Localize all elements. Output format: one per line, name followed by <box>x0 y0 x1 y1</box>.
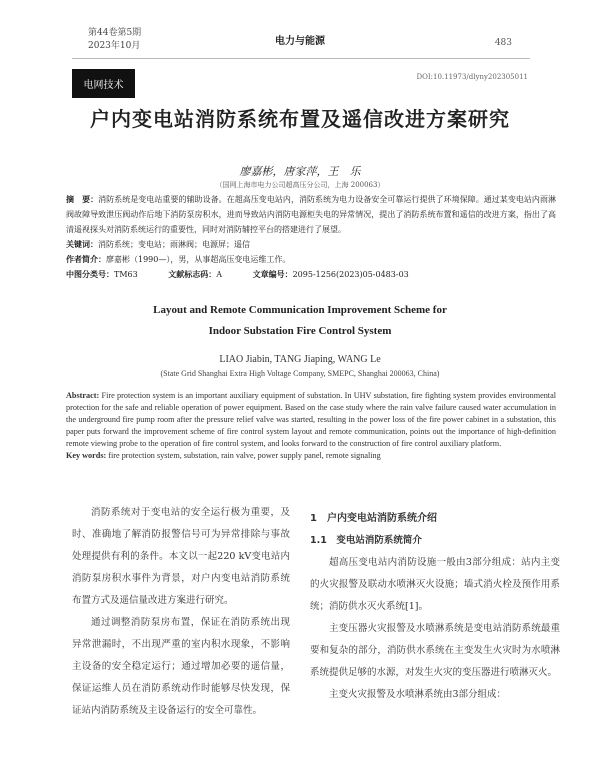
body-right-column <box>310 502 560 706</box>
doccode: A <box>216 270 223 279</box>
class-label: 中图分类号： <box>66 270 114 279</box>
bio-label: 作者简介： <box>66 255 106 264</box>
chinese-abstract <box>66 192 556 282</box>
english-title-line: Indoor Substation Fire Control System <box>208 325 392 337</box>
bio: 廖嘉彬（1990—），男，从事超高压变电运维工作。 <box>106 255 291 264</box>
paragraph: 超高压变电站内消防设施一般由3部分组成：站内主变的火灾报警及联动水喷淋灭火设施；墙式消火栓及预作用系统；消防供水灭火系统[1]。 <box>310 557 560 612</box>
volume-label: 第44卷第5期 <box>88 28 142 38</box>
affiliation: （国网上海市电力公司超高压分公司，上海 200063） <box>215 181 385 189</box>
abstract-text: 消防系统是变电站重要的辅助设备。在超高压变电站内，消防系统为电力设备安全可靠运行提供了环境保障。通过某变电站内雨淋阀故障导致泄压阀动作后地下消防泵房积水，进而导致站内消防电源柜失电的异常情况，提出了消防系统布置和遥信的改进方案，指出了高清遥视探头对消防系统运行的重要性，同时对消防辅控平台的搭建进行了展望。 <box>66 195 557 234</box>
doi: DOI:10.11973/dlyny202305011 <box>416 73 528 81</box>
keywords-label: 关键词： <box>66 240 98 249</box>
keywords: 消防系统；变电站；雨淋阀；电源屏；遥信 <box>98 240 250 249</box>
subsection-heading: 1.1 变电站消防系统简介 <box>310 535 422 546</box>
journal-name: 电力与能源 <box>275 36 325 47</box>
class-number: TM63 <box>114 270 138 279</box>
paragraph: 通过调整消防泵房布置，保证在消防系统出现异常泄漏时，不出现严重的室内积水现象，不影响主设备的安全稳定运行；通过增加必要的遥信量，保证运维人员在消防系统动作时能够尽快发现，保证站内消防系统及主设备运行的安全可靠性。 <box>72 617 290 716</box>
english-abstract-label: Abstract: <box>66 391 100 400</box>
body-left-column <box>72 502 290 722</box>
header-divider <box>72 58 530 59</box>
article-label: 文章编号： <box>252 270 293 279</box>
english-keywords: fire protection system, substation, rain valve, power supply panel, remote signaling <box>108 451 381 460</box>
paragraph: 主变压器火灾报警及水喷淋系统是变电站消防系统最重要和复杂的部分，消防供水系统在主变发生火灾时为水喷淋系统提供足够的水源，对发生火灾的变压器进行喷淋灭火。 <box>310 623 560 678</box>
english-affiliation: (State Grid Shanghai Extra High Voltage Company, SMEPC, Shanghai 200063, China) <box>160 369 440 378</box>
english-title-line: Layout and Remote Communication Improvement Scheme for <box>153 304 447 316</box>
section-heading: 1 户内变电站消防系统介绍 <box>310 513 437 524</box>
english-title <box>0 300 600 342</box>
abstract-label: 摘 要： <box>66 195 99 204</box>
paragraph: 主变火灾报警及水喷淋系统由3部分组成： <box>329 689 507 700</box>
english-authors: LIAO Jiabin, TANG Jiaping, WANG Le <box>219 354 381 365</box>
english-keywords-label: Key words: <box>66 451 107 460</box>
doccode-label: 文献标志码： <box>168 270 217 279</box>
english-abstract <box>66 390 556 462</box>
page-number: 483 <box>494 38 512 48</box>
section-badge: 电网技术 <box>72 69 135 98</box>
date-label: 2023年10月 <box>88 41 141 51</box>
paper-title: 户内变电站消防系统布置及遥信改进方案研究 <box>90 107 510 131</box>
paragraph: 消防系统对于变电站的安全运行极为重要，及时、准确地了解消防报警信号可为异常排除与事故处理提供有利的条件。本文以一起220 kV变电站内消防泵房积水事件为背景，对户内变电站消防系统布置方式及遥信量改进方案进行研究。 <box>72 507 290 606</box>
english-abstract-text: Fire protection system is an important auxiliary equipment of substation. In UHV substation, fire fighting system provides environmental protection for the safe and reliable operation of power equipment. Based on the case study where the rain valve failure caused water accumulation in the underground fire pump room after the pressure relief valve was started, resulting in the power loss of the fire power cabinet in a substation, this paper puts forward the improvement scheme of fire control system layout and remote communication, points out the importance of high-definition remote viewing probe to the operation of fire control system, and looks forward to the construction of fire control auxiliary platform. <box>66 391 556 448</box>
article-number: 2095-1256(2023)05-0483-03 <box>292 270 409 279</box>
authors: 廖嘉彬，唐家萍，王 乐 <box>239 165 361 178</box>
